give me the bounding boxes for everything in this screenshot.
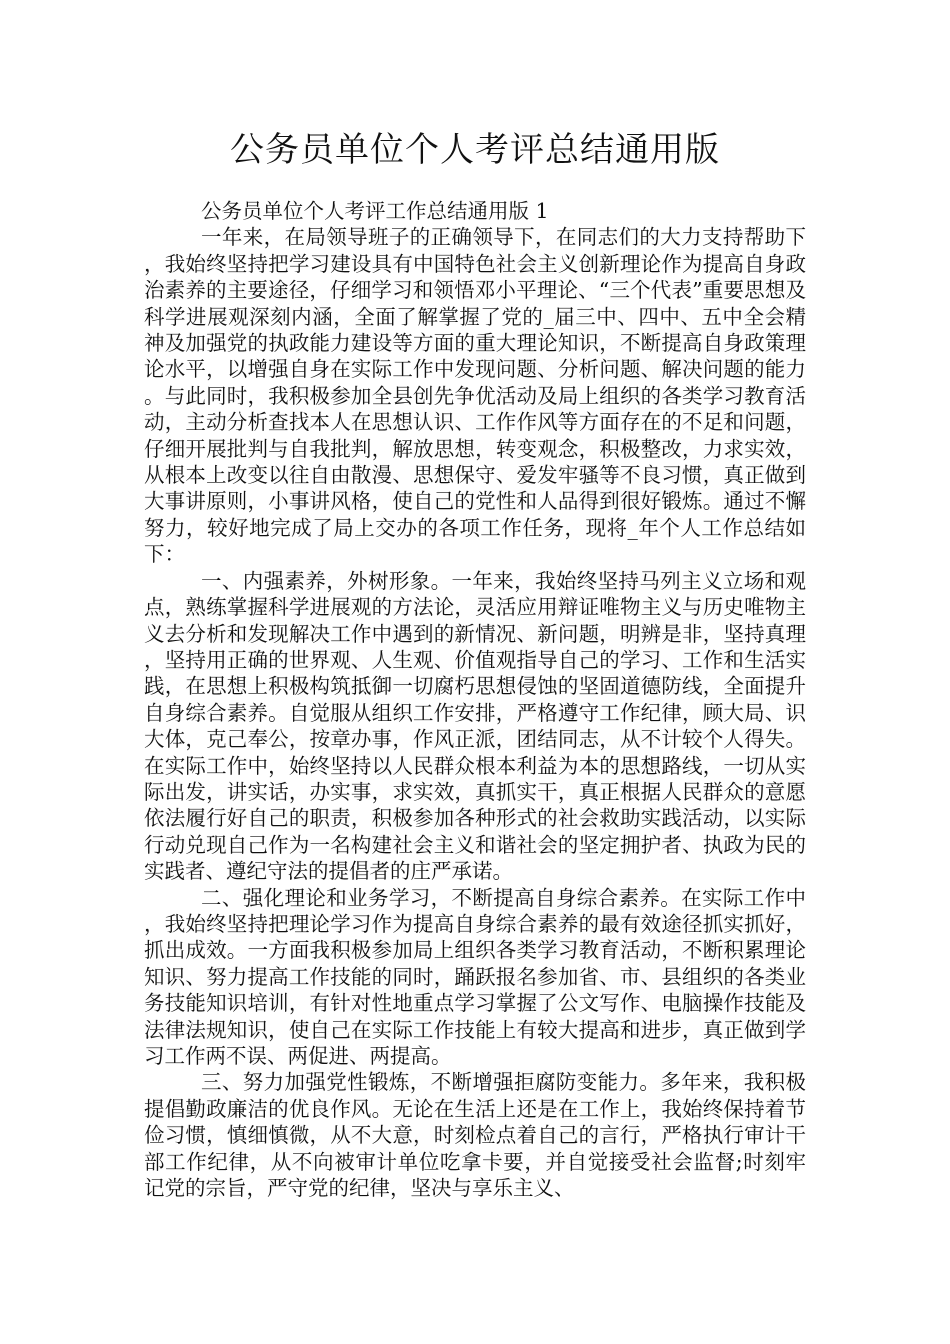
- document-title: 公务员单位个人考评总结通用版: [230, 130, 720, 170]
- paragraph-section-3: 三、努力加强党性锻炼，不断增强拒腐防变能力。多年来，我积极提倡勤政廉洁的优良作风。无论在生活上还是在工作上，我始终保持着节俭习惯，慎细慎微，从不大意，时刻检点着自己的言行，严格执行审计干部工作纪律，从不向被审计单位吃拿卡要，并自觉接受社会监督;时刻牢记党的宗旨，严守党的纪律，坚决与享乐主义、: [144, 1070, 806, 1201]
- paragraph-section-1: 一、内强素养，外树形象。一年来，我始终坚持马列主义立场和观点，熟练掌握科学进展观的方法论，灵活应用辩证唯物主义与历史唯物主义去分析和发现解决工作中遇到的新情况、新问题，明辨是非，坚持真理，坚持用正确的世界观、人生观、价值观指导自己的学习、工作和生活实践，在思想上积极构筑抵御一切腐朽思想侵蚀的坚固道德防线，全面提升自身综合素养。自觉服从组织工作安排，严格遵守工作纪律，顾大局、识大体，克己奉公，按章办事，作风正派，团结同志，从不计较个人得失。在实际工作中，始终坚持以人民群众根本利益为本的思想路线，一切从实际出发，讲实话，办实事，求实效，真抓实干，真正根据人民群众的意愿依法履行好自己的职责，积极参加各种形式的社会救助实践活动，以实际行动兑现自己作为一名构建社会主义和谐社会的坚定拥护者、执政为民的实践者、遵纪守法的提倡者的庄严承诺。: [144, 568, 806, 884]
- paragraph-intro: 一年来，在局领导班子的正确领导下，在同志们的大力支持帮助下，我始终坚持把学习建设具有中国特色社会主义创新理论作为提高自身政治素养的主要途径，仔细学习和领悟邓小平理论、“三个代表”重要思想及科学进展观深刻内涵，全面了解掌握了党的_届三中、四中、五中全会精神及加强党的执政能力建设等方面的重大理论知识，不断提高自身政策理论水平，以增强自身在实际工作中发现问题、分析问题、解决问题的能力。与此同时，我积极参加全县创先争优活动及局上组织的各类学习教育活动，主动分析查找本人在思想认识、工作作风等方面存在的不足和问题，仔细开展批判与自我批判，解放思想，转变观念，积极整改，力求实效，从根本上改变以往自由散漫、思想保守、爱发牢骚等不良习惯，真正做到大事讲原则，小事讲风格，使自己的党性和人品得到很好锻炼。通过不懈努力，较好地完成了局上交办的各项工作任务，现将_年个人工作总结如下：: [144, 225, 806, 567]
- section-subtitle: 公务员单位个人考评工作总结通用版 1: [201, 199, 549, 223]
- document-body: [144, 198, 806, 1201]
- paragraph-section-2: 二、强化理论和业务学习，不断提高自身综合素养。在实际工作中，我始终坚持把理论学习作为提高自身综合素养的最有效途径抓实抓好，抓出成效。一方面我积极参加局上组织各类学习教育活动，不断积累理论知识、努力提高工作技能的同时，踊跃报名参加省、市、县组织的各类业务技能知识培训，有针对性地重点学习掌握了公文写作、电脑操作技能及法律法规知识，使自己在实际工作技能上有较大提高和进步，真正做到学习工作两不误、两促进、两提高。: [144, 885, 806, 1068]
